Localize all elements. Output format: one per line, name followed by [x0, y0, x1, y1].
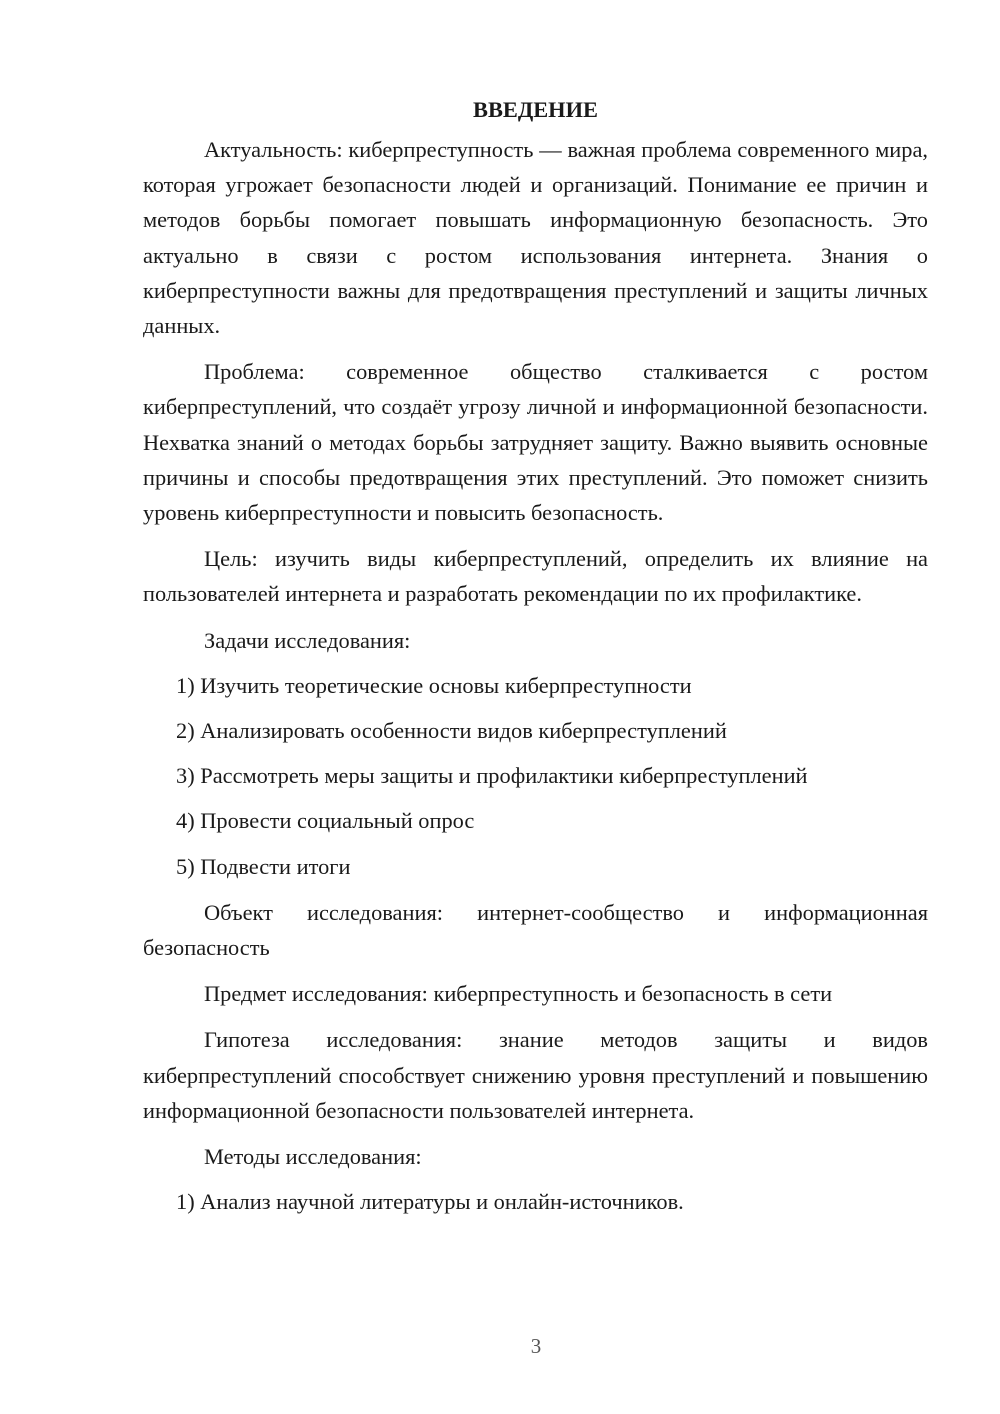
list-item: 1) Изучить теоретические основы киберпреступности — [176, 672, 692, 698]
list-item: 1) Анализ научной литературы и онлайн-источников. — [176, 1189, 684, 1215]
list-item: 4) Провести социальный опрос — [176, 808, 475, 834]
methods-list — [143, 1184, 928, 1219]
page-number: 3 — [530, 1334, 542, 1358]
hypothesis-paragraph: Гипотеза исследования: знание методов защиты и видов киберпреступлений способствует снижению уровня преступлений и повышению информационной безопасности пользователей интернета. — [143, 1027, 928, 1123]
object-paragraph: Объект исследования: интернет-сообщество и информационная безопасность — [143, 899, 928, 961]
subject-paragraph: Предмет исследования: киберпреступность и безопасность в сети — [204, 981, 833, 1007]
relevance-paragraph: Актуальность: киберпреступность — важная проблема современного мира, которая угрожает безопасности людей и организаций. Понимание ее причин и методов борьбы помогает повышать информационную безопасность. Это актуально в связи с ростом использования интернета. Знания о киберпреступности важны для предотвращения преступлений и защиты личных данных. — [143, 137, 928, 339]
tasks-list — [143, 668, 928, 884]
tasks-title: Задачи исследования: — [204, 627, 411, 653]
page-content — [143, 92, 928, 1219]
list-item: 3) Рассмотреть меры защиты и профилактики киберпреступлений — [176, 763, 808, 789]
list-item: 5) Подвести итоги — [176, 853, 351, 879]
section-heading: ВВЕДЕНИЕ — [473, 97, 598, 122]
goal-paragraph: Цель: изучить виды киберпреступлений, определить их влияние на пользователей интернета и разработать рекомендации по их профилактике. — [143, 546, 928, 607]
methods-title: Методы исследования: — [204, 1144, 422, 1170]
problem-paragraph: Проблема: современное общество сталкивается с ростом киберпреступлений, что создаёт угрозу личной и информационной безопасности. Нехватка знаний о методах борьбы затрудняет защиту. Важно выявить основные причины и способы предотвращения этих преступлений. Это поможет снизить уровень киберпреступности и повысить безопасность. — [143, 359, 928, 526]
list-item: 2) Анализировать особенности видов киберпреступлений — [176, 718, 727, 744]
